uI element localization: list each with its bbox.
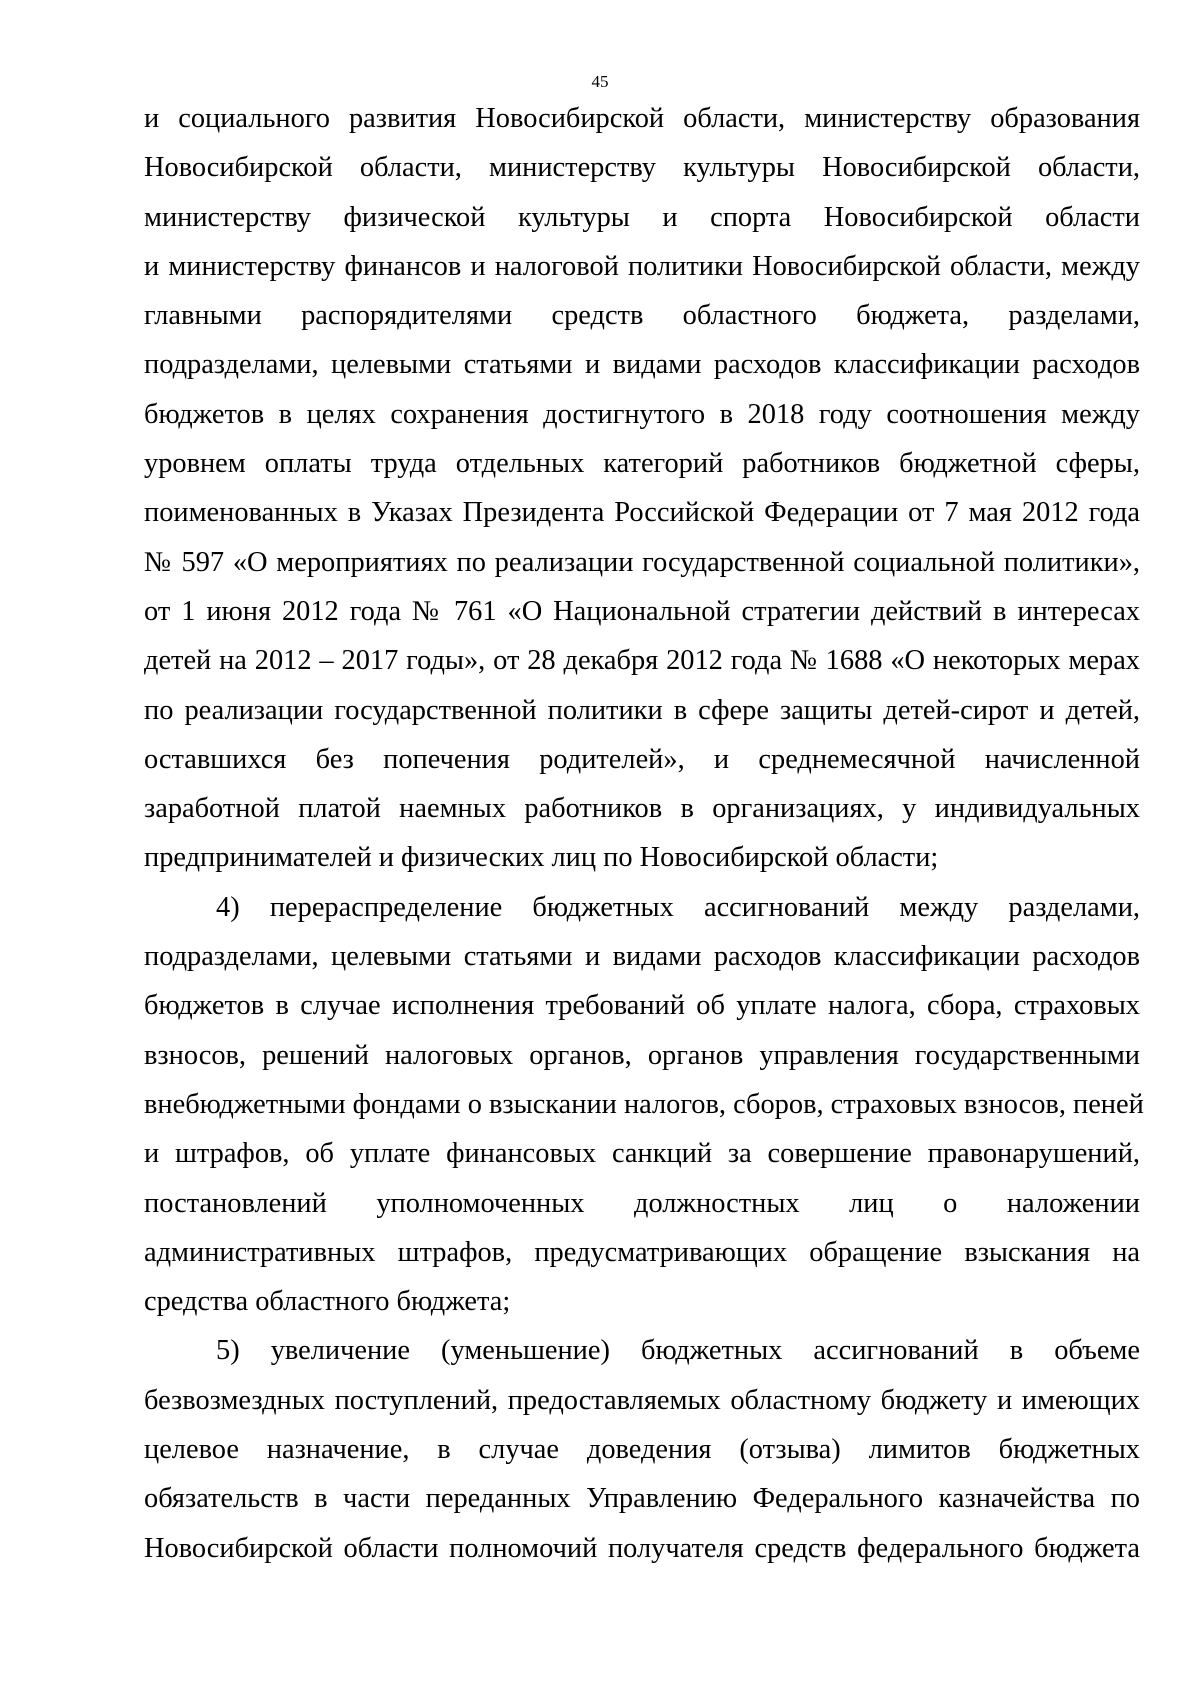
text-line: внебюджетными фондами о взыскании налогов, сборов, страховых взносов, пеней [144, 1088, 1144, 1120]
text-line: безвозмездных поступлений, предоставляемых областному бюджету и имеющих [144, 1384, 1140, 1416]
text-line: по реализации государственной политики в сфере защиты детей-сирот и детей, [144, 694, 1140, 726]
text-line: заработной платой наемных работников в организациях, у индивидуальных [144, 793, 1140, 825]
text-line: подразделами, целевыми статьями и видами расходов классификации расходов [144, 349, 1140, 381]
text-line: Новосибирской области, министерству культуры Новосибирской области, [144, 152, 1140, 184]
document-body [144, 94, 1144, 1573]
text-line: 4) перераспределение бюджетных ассигнований между разделами, [216, 891, 1140, 923]
text-line: и социального развития Новосибирской области, министерству образования [144, 103, 1140, 134]
text-line: № 597 «О мероприятиях по реализации государственной социальной политики», [144, 546, 1140, 578]
text-line: взносов, решений налоговых органов, органов управления государственными [144, 1039, 1140, 1071]
text-line: постановлений уполномоченных должностных лиц о наложении [144, 1187, 1140, 1219]
text-line: бюджетов в целях сохранения достигнутого в 2018 году соотношения между [144, 398, 1140, 430]
text-line: и штрафов, об уплате финансовых санкций за совершение правонарушений, [144, 1138, 1140, 1170]
text-line: 5) увеличение (уменьшение) бюджетных ассигнований в объеме [216, 1335, 1140, 1367]
text-line: бюджетов в случае исполнения требований об уплате налога, сбора, страховых [144, 990, 1140, 1022]
paragraph-1 [144, 94, 1140, 883]
text-line: средства областного бюджета; [144, 1286, 511, 1318]
text-line: обязательств в части переданных Управлению Федерального казначейства по [144, 1483, 1140, 1515]
paragraph-2 [144, 883, 1144, 1327]
text-line: Новосибирской области полномочий получателя средств федерального бюджета [144, 1532, 1140, 1564]
text-line: поименованных в Указах Президента Российской Федерации от 7 мая 2012 года [144, 497, 1140, 529]
text-line: главными распорядителями средств областного бюджета, разделами, [144, 300, 1140, 332]
page-number: 45 [591, 72, 609, 91]
text-line: и министерству финансов и налоговой политики Новосибирской области, между [144, 250, 1140, 282]
text-line: предпринимателей и физических лиц по Новосибирской области; [144, 842, 939, 874]
text-line: министерству физической культуры и спорта Новосибирской области [144, 201, 1140, 233]
text-line: подразделами, целевыми статьями и видами расходов классификации расходов [144, 941, 1140, 973]
text-line: уровнем оплаты труда отдельных категорий работников бюджетной сферы, [144, 448, 1140, 480]
text-line: от 1 июня 2012 года № 761 «О Национальной стратегии действий в интересах [144, 595, 1140, 627]
text-line: целевое назначение, в случае доведения (отзыва) лимитов бюджетных [144, 1434, 1140, 1466]
text-line: оставшихся без попечения родителей», и среднемесячной начисленной [144, 743, 1140, 775]
paragraph-3 [144, 1326, 1140, 1572]
text-line: детей на 2012 – 2017 годы», от 28 декабря 2012 года № 1688 «О некоторых мерах [144, 645, 1140, 677]
text-line: административных штрафов, предусматривающих обращение взыскания на [144, 1236, 1140, 1268]
